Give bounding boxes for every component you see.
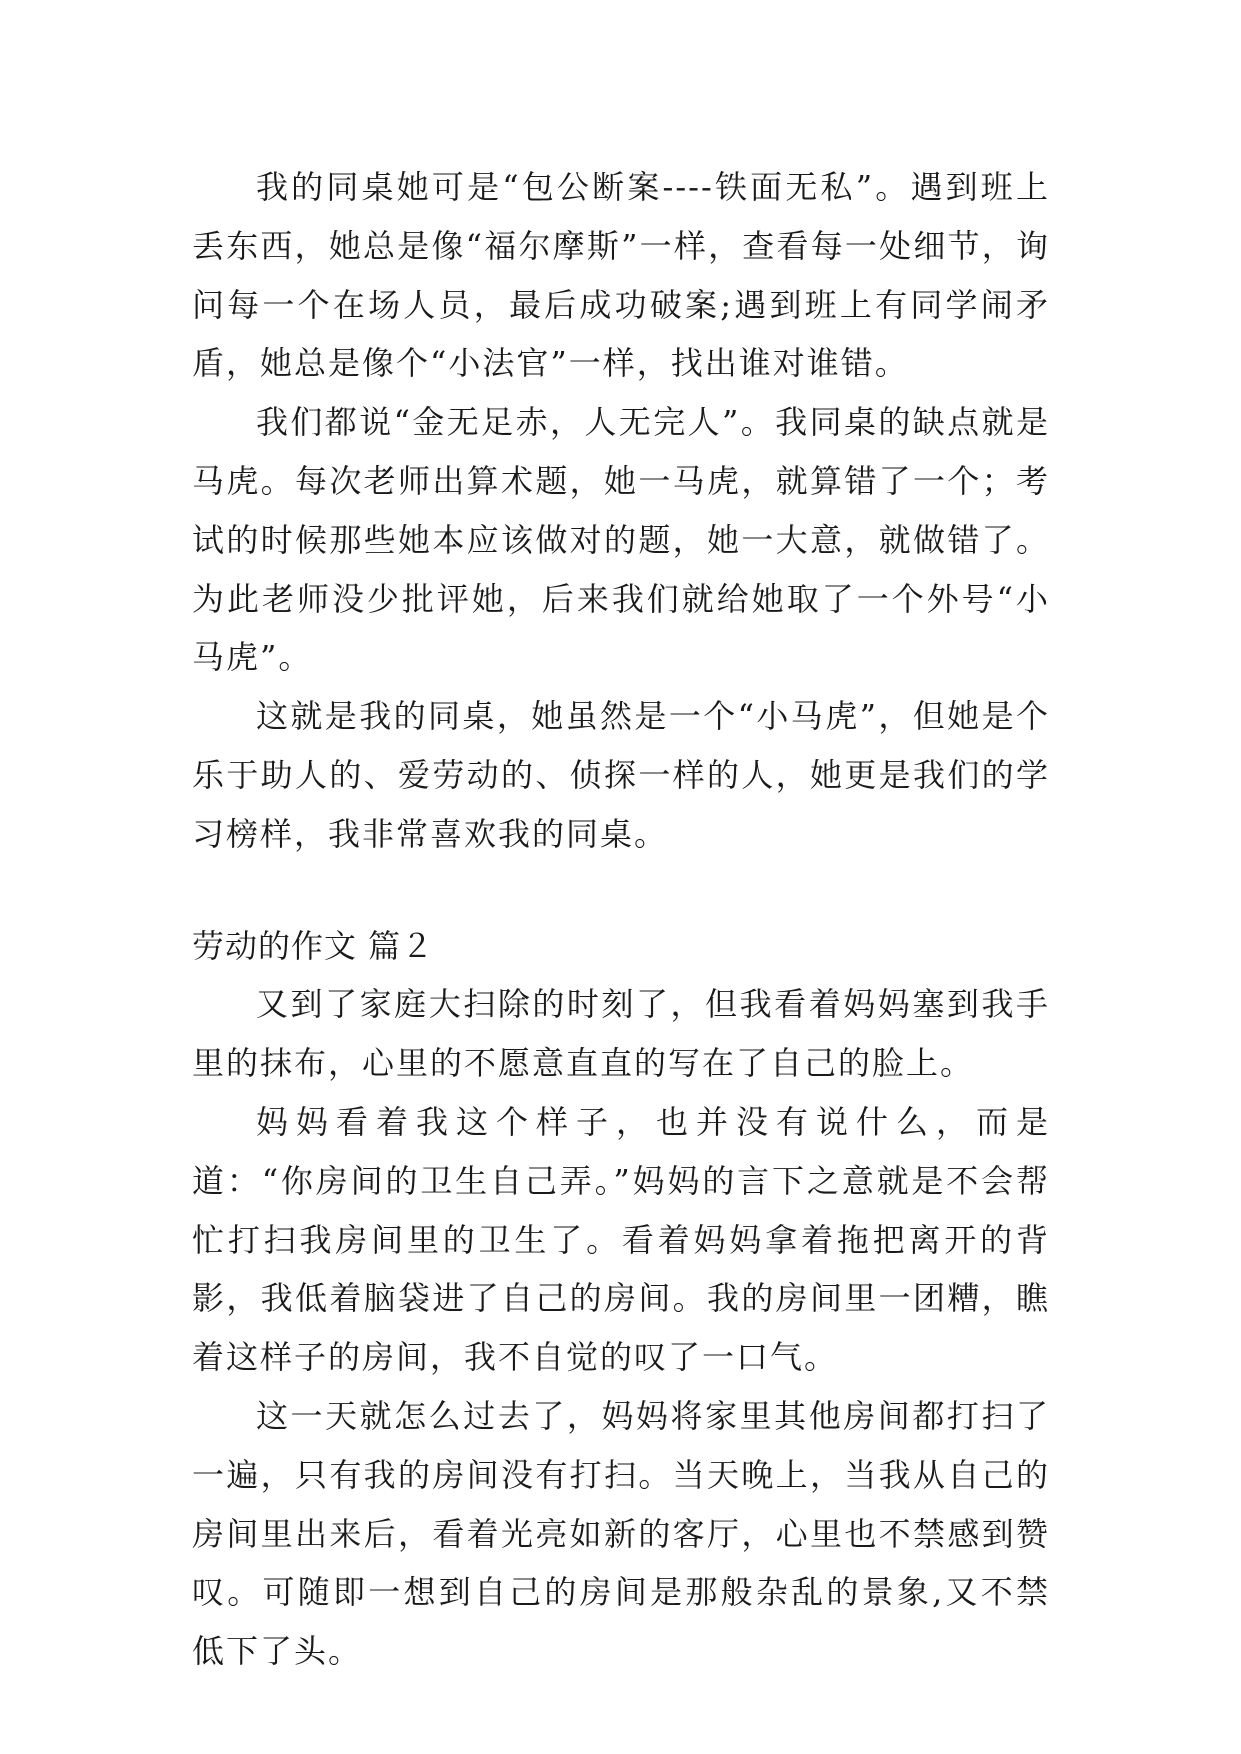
paragraph: 这一天就怎么过去了，妈妈将家里其他房间都打扫了一遍，只有我的房间没有打扫。当天晚上，当我从自己的房间里出来后，看着光亮如新的客厅，心里也不禁感到赞叹。可随即一想到自己的房间是那般杂乱的景象,又不禁低下了头。: [192, 1396, 1050, 1671]
paragraph: 我的同桌她可是“包公断案----铁面无私”。遇到班上丢东西，她总是像“福尔摩斯”一样，查看每一处细节，询问每一个在场人员，最后成功破案;遇到班上有同学闹矛盾，她总是像个“小法官”一样，找出谁对谁错。: [192, 168, 1050, 383]
paragraph: 妈妈看着我这个样子，也并没有说什么，而是道：“你房间的卫生自己弄。”妈妈的言下之意就是不会帮忙打扫我房间里的卫生了。看着妈妈拿着拖把离开的背影，我低着脑袋进了自己的房间。我的房间里一团糟，瞧着这样子的房间，我不自觉的叹了一口气。: [192, 1102, 1050, 1377]
section-heading: 劳动的作文 篇２: [192, 926, 435, 965]
document-page: [192, 158, 1050, 1681]
paragraph: 又到了家庭大扫除的时刻了，但我看着妈妈塞到我手里的抹布，心里的不愿意直直的写在了自己的脸上。: [192, 985, 1050, 1083]
paragraph: 我们都说“金无足赤，人无完人”。我同桌的缺点就是马虎。每次老师出算术题，她一马虎，就算错了一个；考试的时候那些她本应该做对的题，她一大意，就做错了。为此老师没少批评她，后来我们就给她取了一个外号“小马虎”。: [192, 403, 1050, 677]
paragraph: 这就是我的同桌，她虽然是一个“小马虎”，但她是个乐于助人的、爱劳动的、侦探一样的人，她更是我们的学习榜样，我非常喜欢我的同桌。: [192, 697, 1050, 853]
